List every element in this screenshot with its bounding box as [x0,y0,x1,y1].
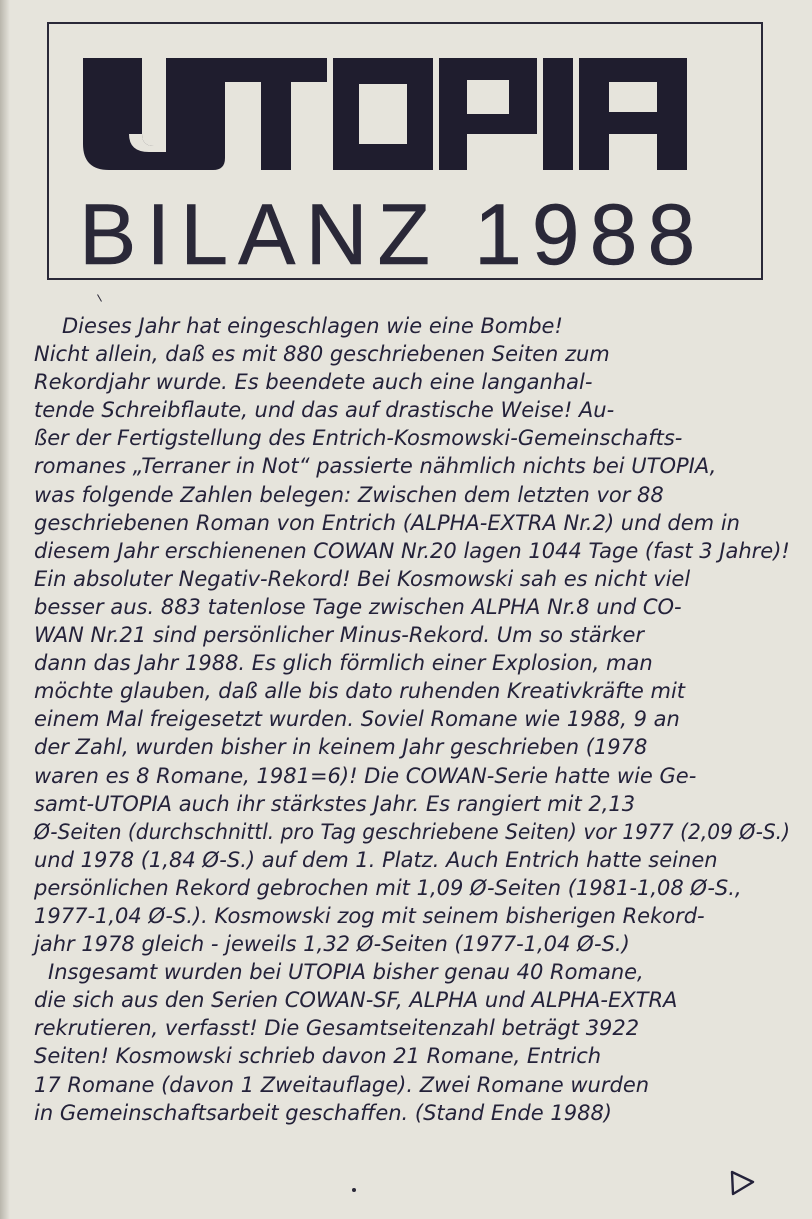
logo-letter-u [83,58,225,170]
text-line: Rekordjahr wurde. Es beendete auch eine langanhal- [34,370,593,395]
text-line: WAN Nr.21 sind persönlicher Minus-Rekord. Um so stärker [34,623,645,648]
text-line: was folgende Zahlen belegen: Zwischen dem letzten vor 88 [34,482,664,507]
text-line: dann das Jahr 1988. Es glich förmlich einer Explosion, man [34,651,653,676]
text-line: besser aus. 883 tatenlose Tage zwischen ALPHA Nr.8 und CO- [34,594,682,619]
logo-letter-t [225,58,327,170]
text-line: 1977-1,04 Ø-S.). Kosmowski zog mit seinem bisherigen Rekord- [34,903,705,928]
text-line: die sich aus den Serien COWAN-SF, ALPHA und ALPHA-EXTRA [34,988,678,1013]
pen-mark [97,294,102,301]
text-line: in Gemeinschaftsarbeit geschaffen. (Stand Ende 1988) [34,1100,612,1125]
logo-letter-a [579,58,687,170]
logo-letter-o [333,58,433,170]
text-line: Seiten! Kosmowski schrieb davon 21 Romane, Entrich [34,1044,602,1069]
text-line: diesem Jahr erschienenen COWAN Nr.20 lagen 1044 Tage (fast 3 Jahre)! [34,538,790,563]
text-line: Dieses Jahr hat eingeschlagen wie eine Bombe! [62,314,563,338]
logo-letter-p [439,58,537,170]
article-body [34,312,804,1127]
text-line: persönlichen Rekord gebrochen mit 1,09 Ø-Seiten (1981-1,08 Ø-S., [34,875,742,900]
text-line: Ø-Seiten (durchschnittl. pro Tag geschriebene Seiten) vor 1977 (2,09 Ø-S.) [34,819,790,844]
text-line: romanes „Terraner in Not“ passierte nähmlich nichts bei UTOPIA, [34,454,717,479]
text-line: ßer der Fertigstellung des Entrich-Kosmowski-Gemeinschafts- [34,426,683,451]
text-line: einem Mal freigesetzt wurden. Soviel Romane wie 1988, 9 an [34,707,680,732]
text-line: samt-UTOPIA auch ihr stärkstes Jahr. Es rangiert mit 2,13 [34,791,636,816]
text-line: der Zahl, wurden bisher in keinem Jahr geschrieben (1978 [34,735,648,760]
page-edge-shadow [0,0,10,1219]
text-line: 17 Romane (davon 1 Zweitauflage). Zwei Romane wurden [34,1072,650,1097]
text-line: möchte glauben, daß alle bis dato ruhenden Kreativkräfte mit [34,679,686,704]
text-line: Ein absoluter Negativ-Rekord! Bei Kosmowski sah es nicht viel [34,566,691,591]
page-title: BILANZ 1988 [79,187,706,283]
ink-dot [352,1188,356,1192]
text-line: geschriebenen Roman von Entrich (ALPHA-EXTRA Nr.2) und dem in [34,510,740,535]
text-line: rekrutieren, verfasst! Die Gesamtseitenzahl beträgt 3922 [34,1016,640,1041]
title-frame [47,22,763,283]
logo-letter-i [543,58,573,170]
text-line: jahr 1978 gleich - jeweils 1,32 Ø-Seiten (1977-1,04 Ø-S.) [34,932,630,957]
text-line: und 1978 (1,84 Ø-S.) auf dem 1. Platz. Auch Entrich hatte seinen [34,847,718,872]
text-line: Insgesamt wurden bei UTOPIA bisher genau 40 Romane, [48,960,644,985]
text-line: Nicht allein, daß es mit 880 geschriebenen Seiten zum [34,342,610,367]
play-triangle-icon[interactable] [728,1169,756,1197]
text-line: tende Schreibflaute, und das auf drastische Weise! Au- [34,398,615,423]
text-line: waren es 8 Romane, 1981=6)! Die COWAN-Serie hatte wie Ge- [34,763,697,788]
